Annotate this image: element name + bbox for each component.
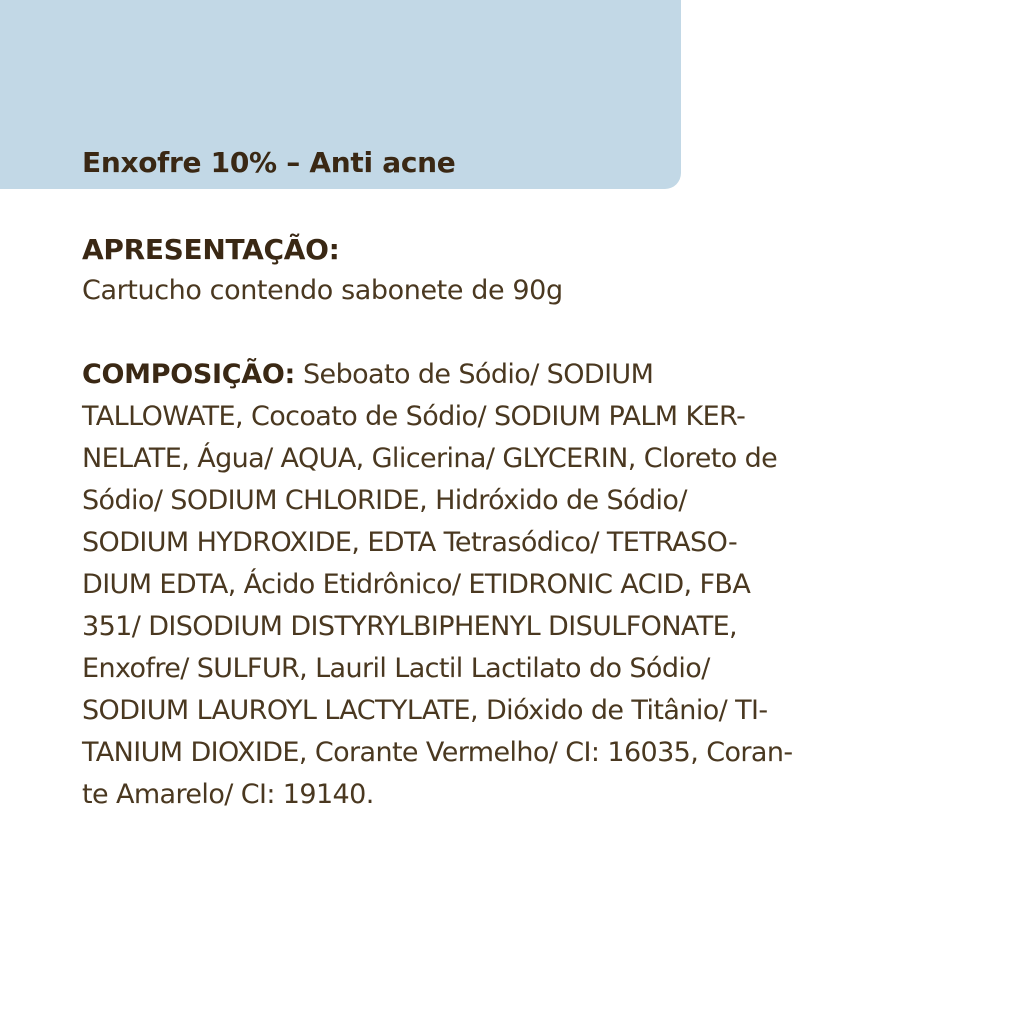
composicao-line: TANIUM DIOXIDE, Corante Vermelho/ CI: 16035, Coran- <box>82 737 793 768</box>
apresentacao-text: Cartucho contendo sabonete de 90g <box>82 275 563 306</box>
composicao-line: Seboato de Sódio/ SODIUM <box>295 359 654 390</box>
apresentacao-label: APRESENTAÇÃO: <box>82 233 340 266</box>
composicao-line: SODIUM LAUROYL LACTYLATE, Dióxido de Titânio/ TI- <box>82 695 768 726</box>
composicao-paragraph <box>82 354 952 816</box>
composicao-section <box>82 354 952 816</box>
composicao-line: Enxofre/ SULFUR, Lauril Lactil Lactilato do Sódio/ <box>82 653 710 684</box>
composicao-line-first <box>82 354 952 396</box>
composicao-line: NELATE, Água/ AQUA, Glicerina/ GLYCERIN, Cloreto de <box>82 443 778 474</box>
composicao-label: COMPOSIÇÃO: <box>82 359 296 390</box>
composicao-line: te Amarelo/ CI: 19140. <box>82 779 374 810</box>
composicao-line: Sódio/ SODIUM CHLORIDE, Hidróxido de Sódio/ <box>82 485 687 516</box>
apresentacao-section <box>82 230 952 312</box>
composicao-line: TALLOWATE, Cocoato de Sódio/ SODIUM PALM KER- <box>82 401 746 432</box>
composicao-line: DIUM EDTA, Ácido Etidrônico/ ETIDRONIC ACID, FBA <box>82 569 751 600</box>
product-title: Enxofre 10% – Anti acne <box>82 146 456 179</box>
composicao-line: 351/ DISODIUM DISTYRYLBIPHENYL DISULFONATE, <box>82 611 738 642</box>
composicao-line: SODIUM HYDROXIDE, EDTA Tetrasódico/ TETRASO- <box>82 527 738 558</box>
